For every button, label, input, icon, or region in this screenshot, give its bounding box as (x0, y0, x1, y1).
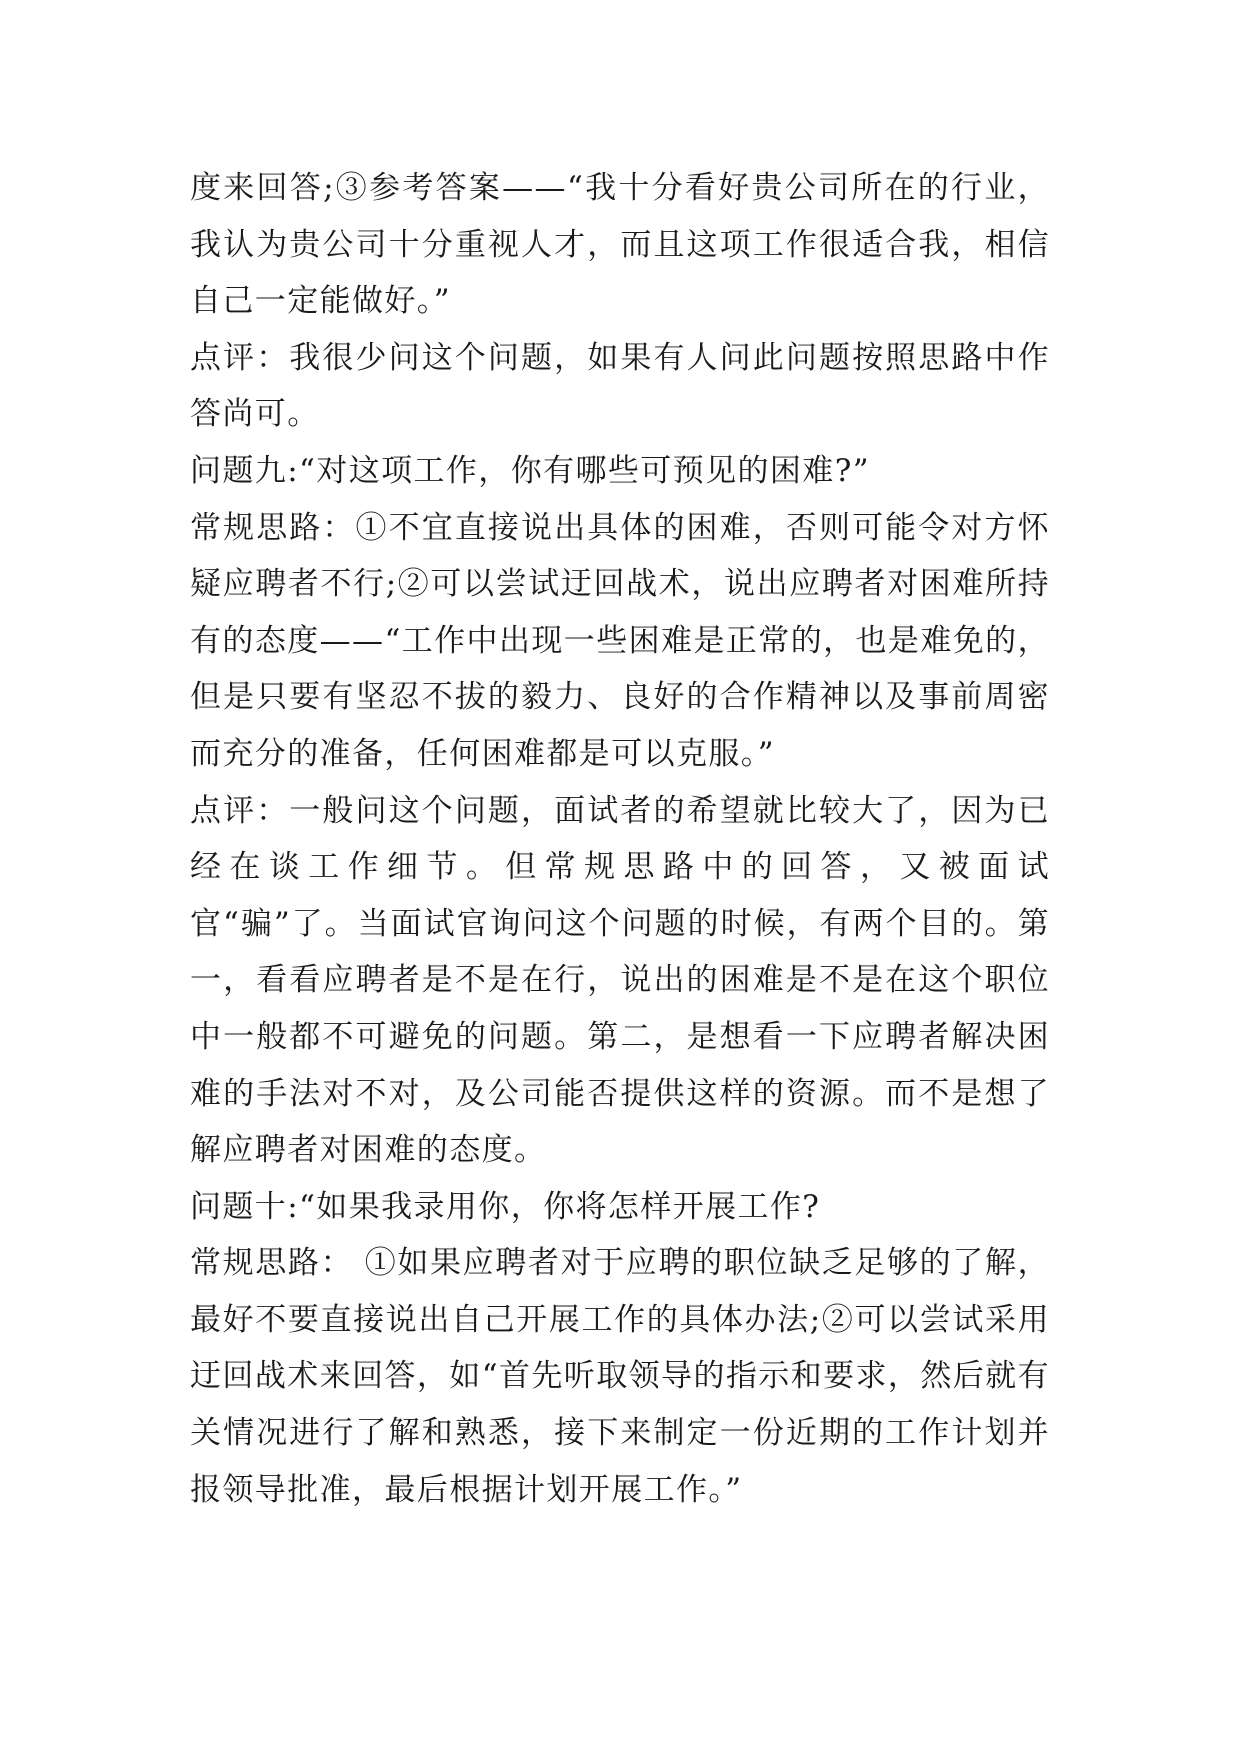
paragraph-approach-10: 常规思路： ①如果应聘者对于应聘的职位缺乏足够的了解，最好不要直接说出自己开展工作的具体办法;②可以尝试采用迂回战术来回答，如“首先听取领导的指示和要求，然后就有关情况进行了解和熟悉，接下来制定一份近期的工作计划并报领导批准，最后根据计划开展工作。” (190, 1245, 1050, 1508)
paragraph-question-9: 问题九:“对这项工作，你有哪些可预见的困难?” (190, 452, 870, 489)
paragraph-approach-9: 常规思路：①不宜直接说出具体的困难，否则可能令对方怀疑应聘者不行;②可以尝试迂回战术，说出应聘者对困难所持有的态度——“工作中出现一些困难是正常的，也是难免的，但是只要有坚忍不拔的毅力、良好的合作精神以及事前周密而充分的准备，任何困难都是可以克服。” (190, 509, 1050, 772)
paragraph-answer-continuation: 度来回答;③参考答案——“我十分看好贵公司所在的行业，我认为贵公司十分重视人才，而且这项工作很适合我，相信自己一定能做好。” (190, 170, 1050, 320)
paragraph-comment-9: 点评：一般问这个问题，面试者的希望就比较大了，因为已经在谈工作细节。但常规思路中的回答，又被面试官“骗”了。当面试官询问这个问题的时候，有两个目的。第一，看看应聘者是不是在行，说出的困难是不是在这个职位中一般都不可避免的问题。第二，是想看一下应聘者解决困难的手法对不对，及公司能否提供这样的资源。而不是想了解应聘者对困难的态度。 (190, 792, 1050, 1169)
document-body (190, 160, 1050, 1518)
paragraph-comment-8: 点评：我很少问这个问题，如果有人问此问题按照思路中作答尚可。 (190, 339, 1050, 433)
paragraph-question-10: 问题十:“如果我录用你，你将怎样开展工作? (190, 1188, 821, 1225)
